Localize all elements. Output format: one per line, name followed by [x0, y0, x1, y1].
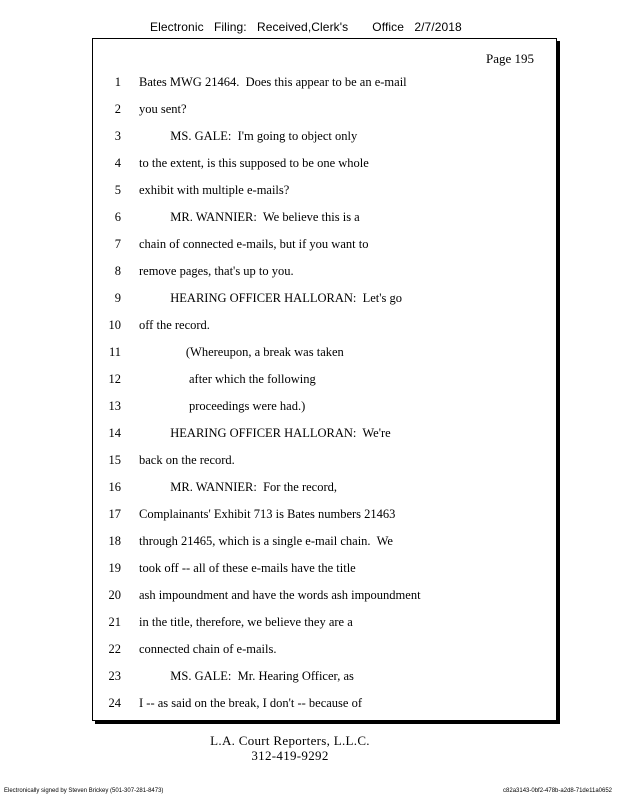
line-number: 10 [108, 318, 121, 332]
transcript-line [93, 451, 533, 469]
transcript-line [93, 181, 533, 199]
page-number: Page 195 [485, 51, 534, 66]
line-number: 22 [108, 642, 121, 656]
electronic-signature: Electronically signed by Steven Brickey (501-307-281-8473) [4, 788, 164, 794]
transcript-line [93, 316, 533, 334]
line-number: 15 [108, 453, 121, 467]
transcript-line [93, 397, 533, 415]
transcript-line [93, 613, 533, 631]
transcript-line [93, 343, 533, 361]
transcript-line [93, 505, 533, 523]
line-text: Complainants' Exhibit 713 is Bates numbers 21463 [139, 507, 396, 521]
transcript-line [93, 667, 533, 685]
line-number: 8 [114, 264, 121, 278]
line-text: in the title, therefore, we believe they are a [139, 615, 353, 629]
line-text: HEARING OFFICER HALLORAN: Let's go [139, 291, 403, 305]
line-text: I -- as said on the break, I don't -- because of [139, 696, 362, 710]
line-text: exhibit with multiple e-mails? [139, 183, 290, 197]
line-number: 7 [114, 237, 121, 251]
line-number: 6 [114, 210, 121, 224]
transcript-line [93, 640, 533, 658]
line-number: 5 [114, 183, 121, 197]
line-text: connected chain of e-mails. [139, 642, 277, 656]
line-text: MS. GALE: Mr. Hearing Officer, as [139, 669, 354, 683]
line-text: MS. GALE: I'm going to object only [139, 129, 358, 143]
line-text: (Whereupon, a break was taken [139, 345, 344, 359]
line-text: to the extent, is this supposed to be one whole [139, 156, 369, 170]
line-number: 11 [108, 345, 121, 359]
line-text: remove pages, that's up to you. [139, 264, 294, 278]
line-text: proceedings were had.) [139, 399, 306, 413]
transcript-line [93, 559, 533, 577]
transcript-line [93, 289, 533, 307]
line-text: you sent? [139, 102, 187, 116]
transcript-line [93, 262, 533, 280]
line-number: 16 [108, 480, 121, 494]
line-number: 13 [108, 399, 121, 413]
transcript-page [92, 38, 557, 721]
transcript-line [93, 73, 533, 91]
transcript-line [93, 208, 533, 226]
line-text: back on the record. [139, 453, 235, 467]
line-text: chain of connected e-mails, but if you want to [139, 237, 369, 251]
line-text: Bates MWG 21464. Does this appear to be an e-mail [139, 75, 407, 89]
transcript-line [93, 100, 533, 118]
transcript-line [93, 694, 533, 712]
line-text: took off -- all of these e-mails have the title [139, 561, 356, 575]
line-text: after which the following [139, 372, 316, 386]
line-number: 12 [108, 372, 121, 386]
line-number: 17 [108, 507, 121, 521]
line-number: 9 [114, 291, 121, 305]
transcript-line [93, 235, 533, 253]
transcript-line [93, 127, 533, 145]
line-number: 2 [114, 102, 121, 116]
transcript-line [93, 532, 533, 550]
filing-header: Electronic Filing: Received,Clerk's Office 2/7/2018 [150, 20, 462, 34]
line-text: HEARING OFFICER HALLORAN: We're [139, 426, 391, 440]
line-number: 24 [108, 696, 121, 710]
transcript-line [93, 370, 533, 388]
line-number: 20 [108, 588, 121, 602]
line-text: MR. WANNIER: For the record, [139, 480, 338, 494]
transcript-line [93, 154, 533, 172]
transcript-line [93, 424, 533, 442]
line-number: 1 [114, 75, 121, 89]
line-text: MR. WANNIER: We believe this is a [139, 210, 360, 224]
line-number: 19 [108, 561, 121, 575]
line-text: ash impoundment and have the words ash impoundment [139, 588, 421, 602]
document-hash: c82a3143-0bf2-478b-a2d8-71de11a0652 [503, 788, 612, 794]
footer-company: L.A. Court Reporters, L.L.C. [210, 733, 370, 748]
transcript-line [93, 478, 533, 496]
line-number: 18 [108, 534, 121, 548]
transcript-line [93, 586, 533, 604]
line-text: through 21465, which is a single e-mail chain. We [139, 534, 393, 548]
line-text: off the record. [139, 318, 210, 332]
footer-phone: 312-419-9292 [251, 748, 329, 763]
line-number: 3 [114, 129, 121, 143]
line-number: 23 [108, 669, 121, 683]
line-number: 14 [108, 426, 121, 440]
line-number: 4 [114, 156, 121, 170]
line-number: 21 [108, 615, 121, 629]
